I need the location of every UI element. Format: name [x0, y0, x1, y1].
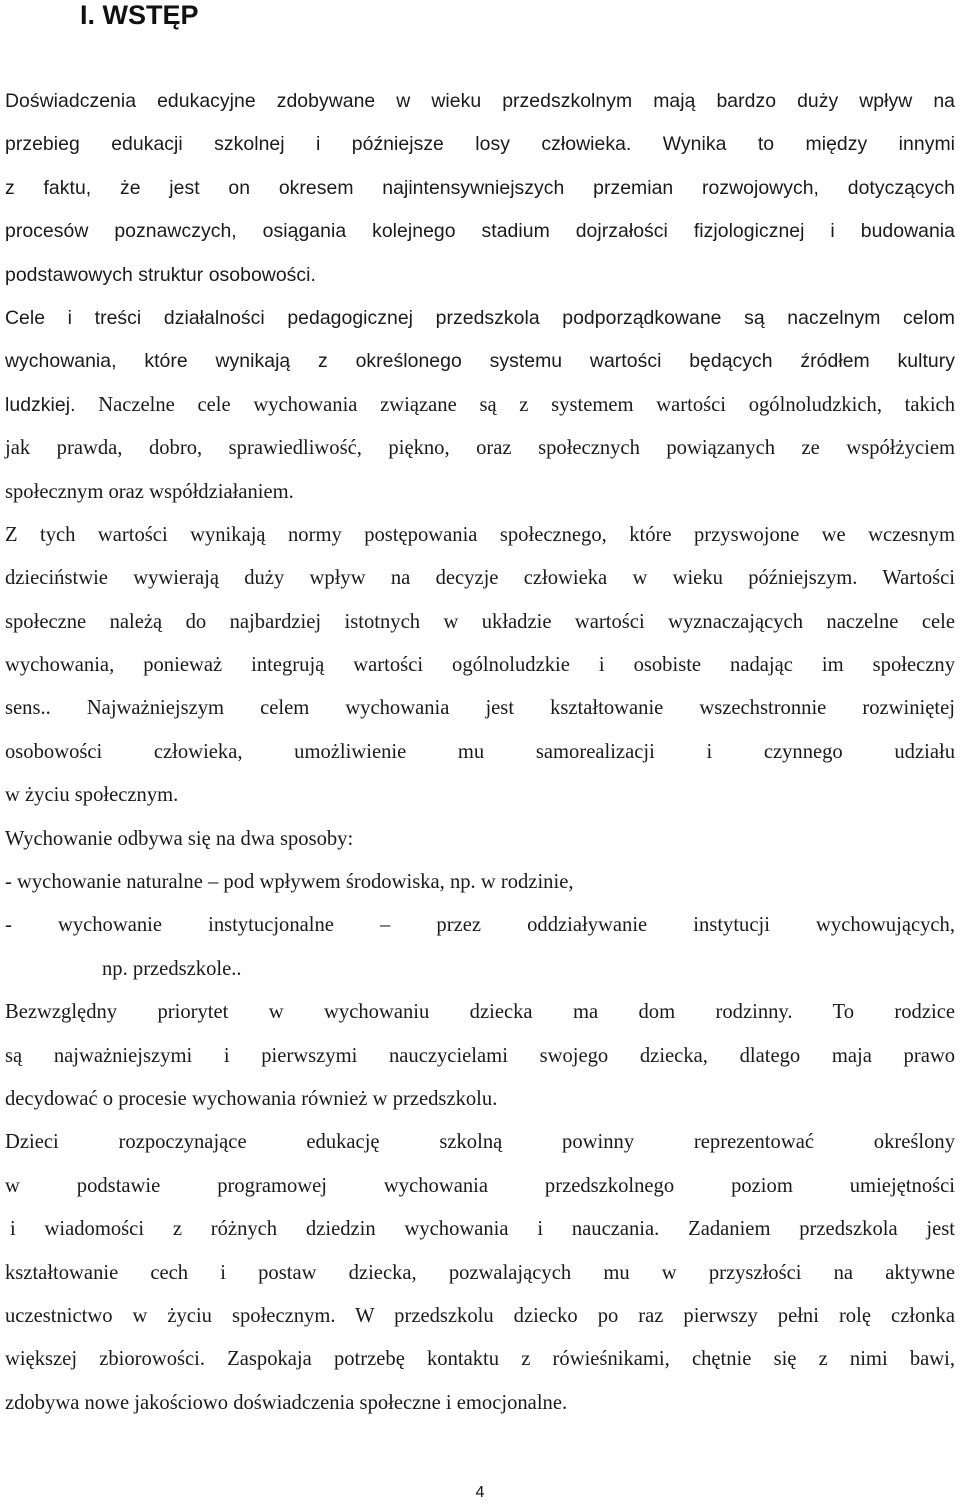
text-line: np. przedszkole..: [102, 957, 242, 980]
text-line: w życiu społecznym.: [5, 784, 179, 807]
text-line: wychowania, ponieważ integrują wartości ogólnoludzkie i osobiste nadając im społeczny: [5, 654, 955, 677]
text-line: i wiadomości z różnych dziedzin wychowania i nauczania. Zadaniem przedszkola jest: [10, 1218, 955, 1241]
text-line: przebieg edukacji szkolnej i późniejsze losy człowieka. Wynika to między innymi: [5, 133, 955, 156]
text-line: społecznym oraz współdziałaniem.: [5, 480, 294, 503]
text-line: Wychowanie odbywa się na dwa sposoby:: [5, 827, 354, 850]
text-line: większej zbiorowości. Zaspokaja potrzebę kontaktu z rówieśnikami, chętnie się z nimi bawi,: [5, 1348, 955, 1371]
text-line: procesów poznawczych, osiągania kolejnego stadium dojrzałości fizjologicznej i budowania: [5, 220, 955, 243]
text-line: zdobywa nowe jakościowo doświadczenia społeczne i emocjonalne.: [5, 1391, 568, 1414]
text-line: Bezwzględny priorytet w wychowaniu dziecka ma dom rodzinny. To rodzice: [5, 1001, 955, 1024]
text-line: kształtowanie cech i postaw dziecka, pozwalających mu w przyszłości na aktywne: [5, 1261, 955, 1284]
text-line: Dzieci rozpoczynające edukację szkolną powinny reprezentować określony: [5, 1131, 955, 1154]
section-heading: I. WSTĘP: [80, 0, 199, 30]
body-text: [5, 80, 955, 1425]
text-line: - wychowanie naturalne – pod wpływem środowiska, np. w rodzinie,: [5, 871, 574, 894]
text-line: Z tych wartości wynikają normy postępowania społecznego, które przyswojone we wczesnym: [5, 523, 955, 546]
text-line: Doświadczenia edukacyjne zdobywane w wieku przedszkolnym mają bardzo duży wpływ na: [5, 90, 955, 112]
text-line: wychowania, które wynikają z określonego systemu wartości będących źródłem kultury: [5, 350, 955, 373]
text-line: są najważniejszymi i pierwszymi nauczycielami swojego dziecka, dlatego maja prawo: [5, 1044, 955, 1067]
text-line: decydować o procesie wychowania również w przedszkolu.: [5, 1087, 498, 1110]
text-line: osobowości człowieka, umożliwienie mu samorealizacji i czynnego udziału: [5, 740, 955, 763]
text-line: dzieciństwie wywierają duży wpływ na decyzje człowieka w wieku późniejszym. Wartości: [5, 567, 955, 590]
text-line: uczestnictwo w życiu społecznym. W przedszkolu dziecko po raz pierwszy pełni rolę członka: [5, 1304, 955, 1327]
text-line: [5, 384, 955, 427]
text-line: społeczne należą do najbardziej istotnych w układzie wartości wyznaczających naczelne cele: [5, 610, 955, 633]
text-line: jak prawda, dobro, sprawiedliwość, piękno, oraz społecznych powiązanych ze współżyciem: [5, 437, 955, 460]
page-number: 4: [475, 1484, 485, 1501]
text-line: w podstawie programowej wychowania przedszkolnego poziom umiejętności: [5, 1174, 955, 1197]
text-line: z faktu, że jest on okresem najintensywniejszych przemian rozwojowych, dotyczących: [5, 176, 955, 199]
text-line: Cele i treści działalności pedagogicznej przedszkola podporządkowane są naczelnym celom: [5, 306, 955, 329]
text-line: - wychowanie instytucjonalne – przez oddziaływanie instytucji wychowujących,: [5, 914, 955, 937]
text-line: podstawowych struktur osobowości.: [5, 263, 316, 286]
text-line: sens.. Najważniejszym celem wychowania jest kształtowanie wszechstronnie rozwiniętej: [5, 697, 955, 720]
text-segment: Naczelne cele wychowania związane są z systemem wartości ogólnoludzkich, takich: [75, 393, 955, 416]
text-segment: ludzkiej.: [5, 393, 76, 416]
